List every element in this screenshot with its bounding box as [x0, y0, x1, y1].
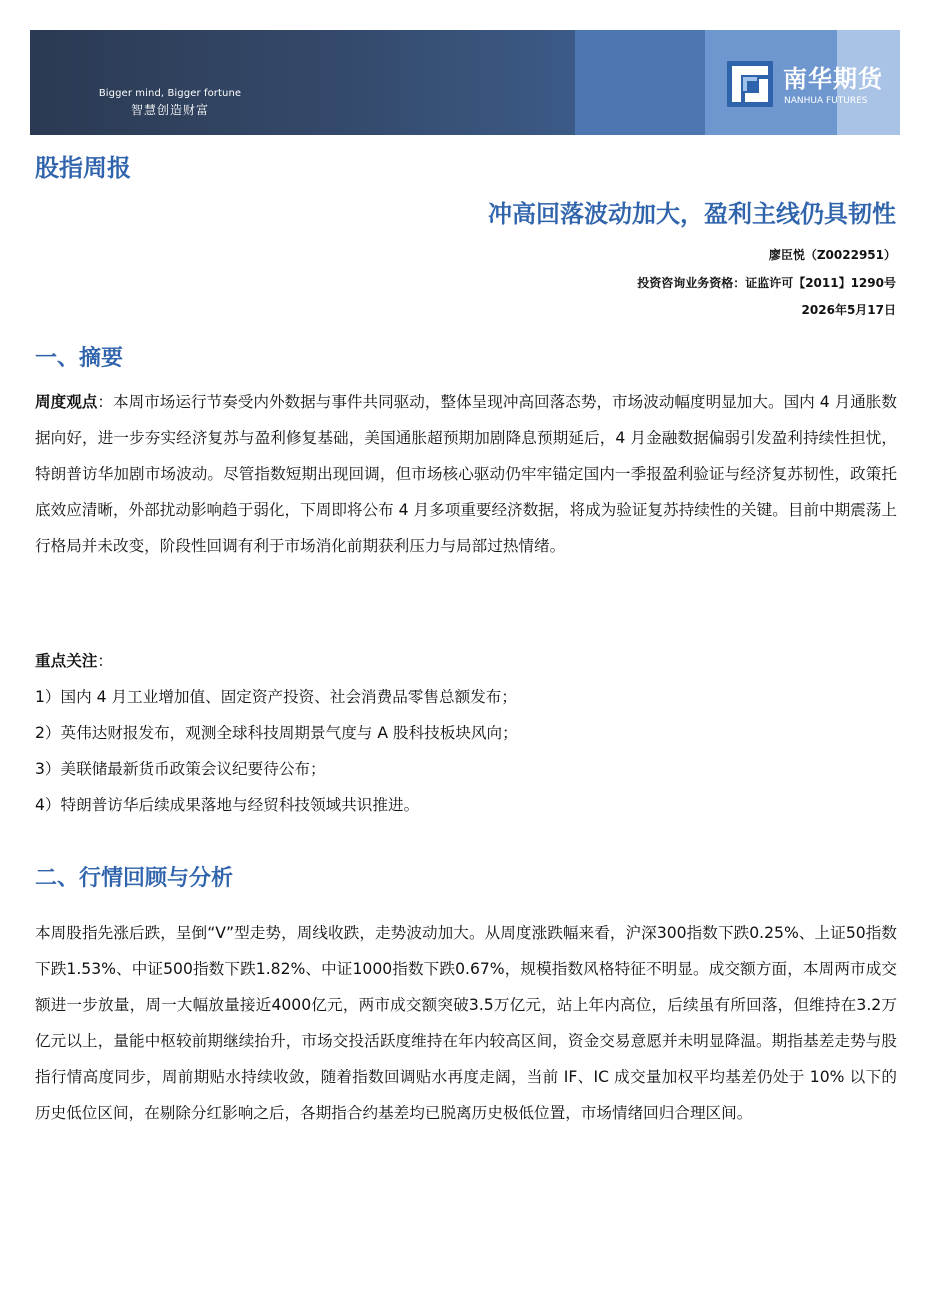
author: 廖臣悦（Z0022951） — [768, 248, 896, 262]
logo-english-name: NANHUA FUTURES — [784, 96, 868, 106]
focus-item: 2）英伟达财报发布，观测全球科技周期景气度与 A 股科技板块风向； — [35, 724, 518, 742]
focus-item: 3）美联储最新货币政策会议纪要待公布； — [35, 760, 326, 778]
logo-chinese-name: 南华期货 — [783, 65, 883, 93]
nanhua-logo-icon — [727, 61, 773, 107]
report-title: 冲高回落波动加大，盈利主线仍具韧性 — [488, 200, 896, 228]
focus-heading — [35, 643, 113, 679]
report-type: 股指周报 — [35, 154, 131, 182]
focus-item: 1）国内 4 月工业增加值、固定资产投资、社会消费品零售总额发布； — [35, 688, 517, 706]
section-summary-title: 一、摘要 — [35, 346, 124, 371]
focus-item: 4）特朗普访华后续成果落地与经贸科技领域共识推进。 — [35, 796, 420, 814]
section-review-title: 二、行情回顾与分析 — [35, 866, 234, 891]
header-banner — [30, 30, 900, 135]
company-logo — [727, 61, 897, 111]
summary-paragraph — [35, 384, 897, 564]
banner-slogan — [90, 87, 250, 119]
summary-text: 本周市场运行节奏受内外数据与事件共同驱动，整体呈现冲高回落态势，市场波动幅度明显加大。国内 4 月通胀数据向好，进一步夯实经济复苏与盈利修复基础，美国通胀超预期加剧降息预期延后，4 月金融数据偏弱引发盈利持续性担忧，特朗普访华加剧市场波动。尽管指数短期出现回调，但市场核心驱动仍牢牢锚定国内一季报盈利验证与经济复苏韧性，政策托底效应清晰，外部扰动影响趋于弱化，下周即将公布 4 月多项重要经济数据，将成为验证复苏持续性的关键。目前中期震荡上行格局并未改变，阶段性回调有利于市场消化前期获利压力与局部过热情绪。 — [35, 393, 897, 555]
focus-list — [35, 679, 518, 823]
summary-colon: ： — [97, 393, 113, 411]
banner-band-1 — [575, 30, 705, 135]
slogan-english: Bigger mind, Bigger fortune — [98, 88, 242, 99]
report-date: 2026年5月17日 — [801, 303, 896, 317]
license-info: 投资咨询业务资格：证监许可【2011】1290号 — [637, 276, 896, 290]
summary-label: 周度观点 — [35, 393, 98, 411]
focus-colon: ： — [97, 652, 113, 670]
review-paragraph: 本周股指先涨后跌，呈倒“V”型走势，周线收跌，走势波动加大。从周度涨跌幅来看，沪深300指数下跌0.25%、上证50指数下跌1.53%、中证500指数下跌1.82%、中证1000指数下跌0.67%，规模指数风格特征不明显。成交额方面，本周两市成交额进一步放量，周一大幅放量接近4000亿元，两市成交额突破3.5万亿元，站上年内高位，后续虽有所回落，但维持在3.2万亿元以上，量能中枢较前期继续抬升，市场交投活跃度维持在年内较高区间，资金交易意愿并未明显降温。期指基差走势与股指行情高度同步，周前期贴水持续收敛，随着指数回调贴水再度走阔，当前 IF、IC 成交量加权平均基差仍处于 10% 以下的历史低位区间，在剔除分红影响之后，各期指合约基差均已脱离历史极低位置，市场情绪回归合理区间。 — [35, 924, 897, 1122]
slogan-chinese: 智慧创造财富 — [130, 103, 209, 117]
focus-label: 重点关注 — [35, 652, 98, 670]
